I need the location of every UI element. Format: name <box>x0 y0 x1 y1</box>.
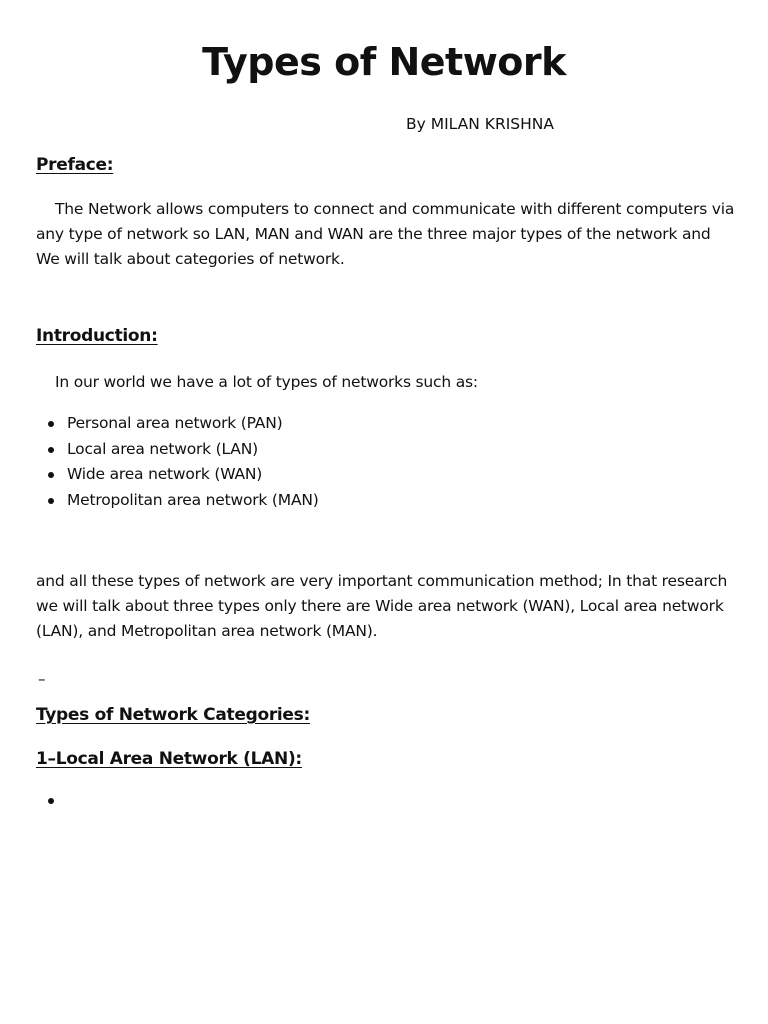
introduction-heading: Introduction: <box>36 326 158 346</box>
list-item: Personal area network (PAN) <box>36 411 319 437</box>
network-types-list <box>36 411 319 513</box>
categories-heading: Types of Network Categories: <box>36 705 310 725</box>
empty-bullet <box>48 798 54 804</box>
preface-heading: Preface: <box>36 155 114 175</box>
lan-heading: 1–Local Area Network (LAN): <box>36 749 302 769</box>
introduction-lead: In our world we have a lot of types of networks such as: <box>55 373 478 391</box>
list-item: Metropolitan area network (MAN) <box>36 488 319 514</box>
author-line: By MILAN KRISHNA <box>406 115 554 133</box>
list-item: Wide area network (WAN) <box>36 462 319 488</box>
list-item: Local area network (LAN) <box>36 437 319 463</box>
separator-dash: – <box>38 670 46 688</box>
introduction-closing: and all these types of network are very important communication method; In that research we will talk about three types only there are Wide area network (WAN), Local area network (LAN), and Metropolitan area network (MAN). <box>36 572 728 640</box>
preface-paragraph: The Network allows computers to connect and communicate with different computers via any type of network so LAN, MAN and WAN are the three major types of the network and We will talk about categories of network. <box>36 200 735 268</box>
document-title: Types of Network <box>202 40 566 84</box>
